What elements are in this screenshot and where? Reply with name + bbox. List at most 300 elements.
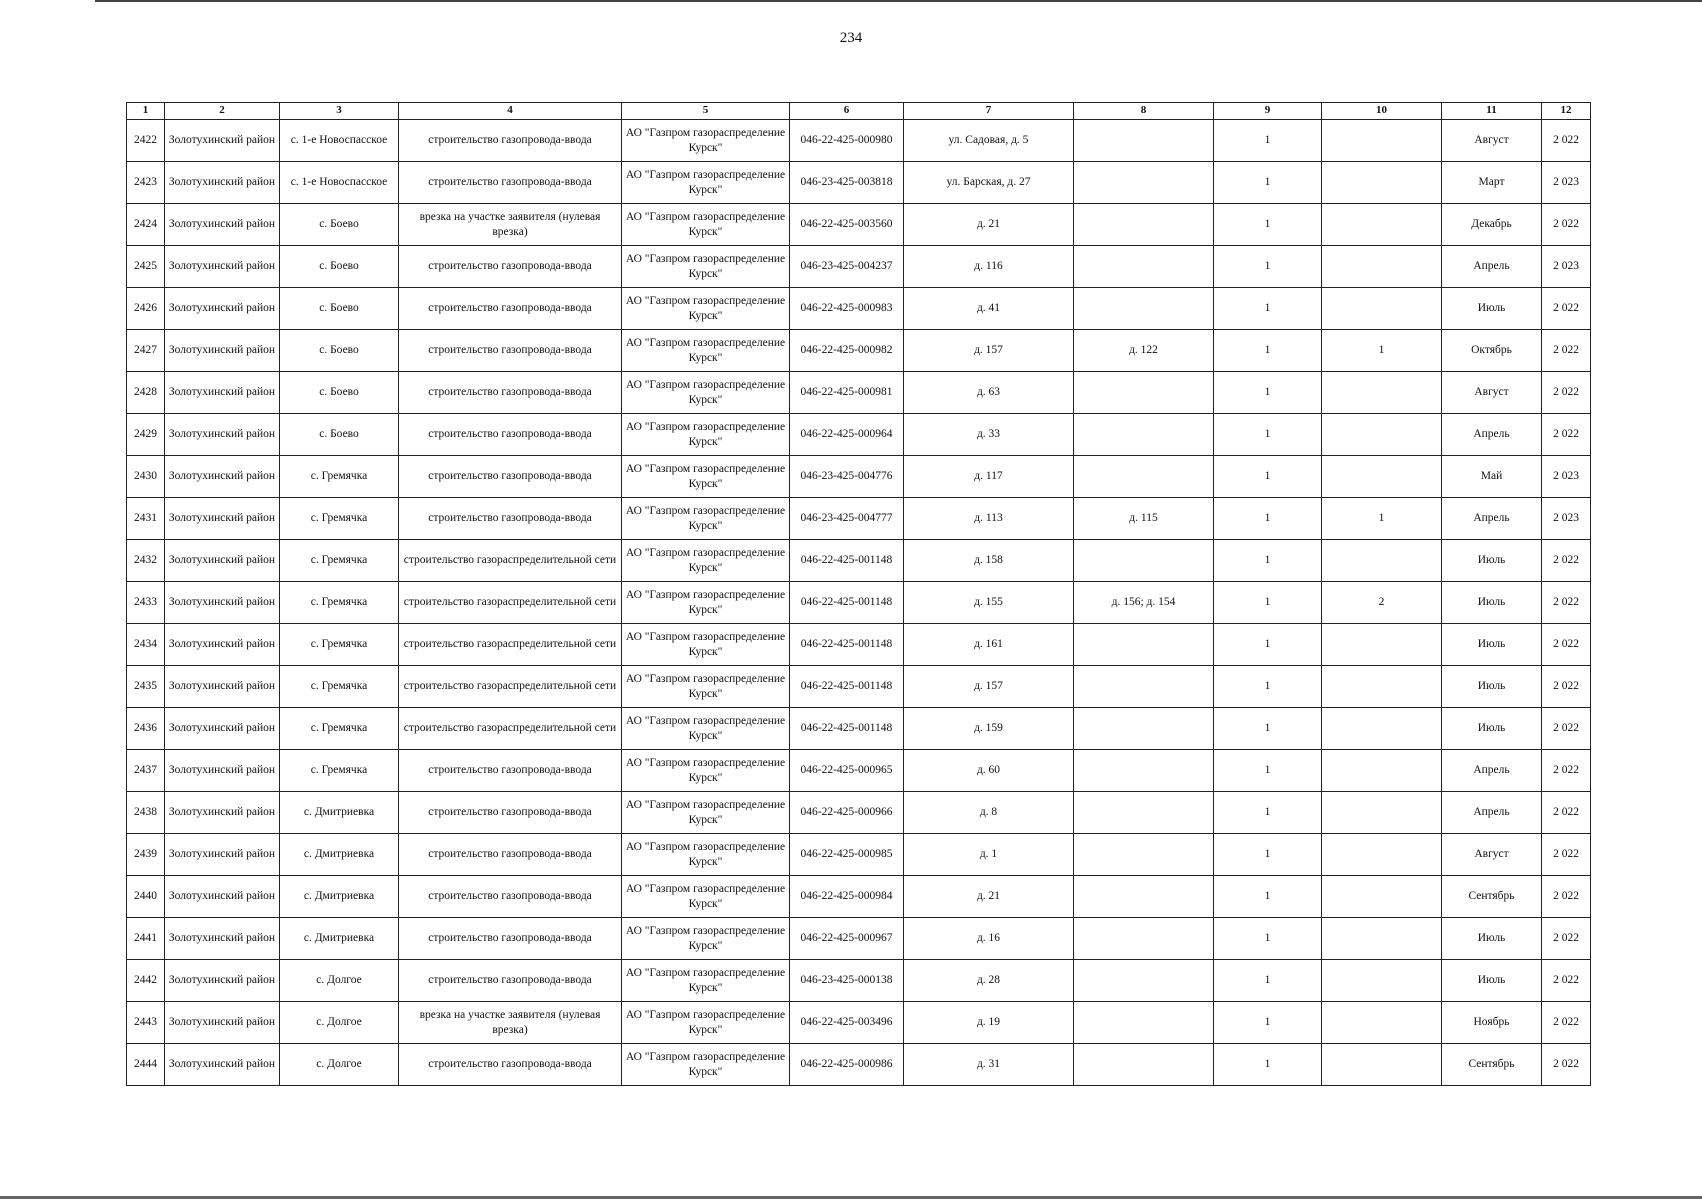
table-cell: 046-22-425-001148 bbox=[790, 708, 904, 750]
table-cell: 046-22-425-000984 bbox=[790, 876, 904, 918]
table-cell: д. 28 bbox=[904, 960, 1074, 1002]
table-cell bbox=[1074, 918, 1214, 960]
table-cell: Август bbox=[1442, 834, 1542, 876]
table-cell bbox=[1074, 162, 1214, 204]
table-cell: 2 022 bbox=[1542, 792, 1591, 834]
table-cell: АО "Газпром газораспределение Курск" bbox=[622, 582, 790, 624]
table-cell: АО "Газпром газораспределение Курск" bbox=[622, 624, 790, 666]
table-cell bbox=[1074, 120, 1214, 162]
table-cell: 2 022 bbox=[1542, 708, 1591, 750]
table-cell: Золотухинский район bbox=[165, 834, 280, 876]
table-cell: строительство газопровода-ввода bbox=[399, 498, 622, 540]
table-cell: с. Гремячка bbox=[280, 540, 399, 582]
table-cell: 2 023 bbox=[1542, 456, 1591, 498]
table-cell bbox=[1322, 624, 1442, 666]
table-cell: д. 159 bbox=[904, 708, 1074, 750]
table-cell: 046-23-425-000138 bbox=[790, 960, 904, 1002]
table-cell: 2 022 bbox=[1542, 540, 1591, 582]
table-cell: Июль bbox=[1442, 540, 1542, 582]
table-cell: с. Боево bbox=[280, 330, 399, 372]
table-cell bbox=[1074, 708, 1214, 750]
table-cell bbox=[1074, 1044, 1214, 1086]
table-cell: строительство газопровода-ввода bbox=[399, 918, 622, 960]
table-cell: 046-22-425-000985 bbox=[790, 834, 904, 876]
table-cell: 2436 bbox=[127, 708, 165, 750]
table-cell bbox=[1322, 372, 1442, 414]
table-row bbox=[127, 1044, 1591, 1086]
table-cell: 2435 bbox=[127, 666, 165, 708]
table-cell bbox=[1322, 246, 1442, 288]
table-cell: Золотухинский район bbox=[165, 120, 280, 162]
column-header-4: 4 bbox=[399, 103, 622, 120]
table-cell: 046-22-425-000967 bbox=[790, 918, 904, 960]
table-cell: АО "Газпром газораспределение Курск" bbox=[622, 414, 790, 456]
table-cell: 2429 bbox=[127, 414, 165, 456]
table-cell: 046-22-425-001148 bbox=[790, 540, 904, 582]
table-cell: Август bbox=[1442, 372, 1542, 414]
table-cell bbox=[1322, 708, 1442, 750]
table-cell: Золотухинский район bbox=[165, 246, 280, 288]
table-cell bbox=[1322, 414, 1442, 456]
table-row bbox=[127, 582, 1591, 624]
table-cell: строительство газораспределительной сети bbox=[399, 708, 622, 750]
table-cell: АО "Газпром газораспределение Курск" bbox=[622, 246, 790, 288]
table-cell bbox=[1322, 666, 1442, 708]
table-row bbox=[127, 372, 1591, 414]
column-header-1: 1 bbox=[127, 103, 165, 120]
table-cell: АО "Газпром газораспределение Курск" bbox=[622, 666, 790, 708]
table-cell: 2 022 bbox=[1542, 624, 1591, 666]
table-body bbox=[127, 120, 1591, 1086]
table-cell bbox=[1322, 1044, 1442, 1086]
table-cell: 2 022 bbox=[1542, 582, 1591, 624]
table-cell: 046-22-425-000964 bbox=[790, 414, 904, 456]
table-cell: 1 bbox=[1322, 498, 1442, 540]
table-cell: 046-23-425-004237 bbox=[790, 246, 904, 288]
table-cell: 046-22-425-000965 bbox=[790, 750, 904, 792]
table-cell: 1 bbox=[1214, 960, 1322, 1002]
table-cell: д. 19 bbox=[904, 1002, 1074, 1044]
table-cell: д. 60 bbox=[904, 750, 1074, 792]
table-cell: с. Гремячка bbox=[280, 708, 399, 750]
table-cell: 2423 bbox=[127, 162, 165, 204]
table-cell: с. Боево bbox=[280, 246, 399, 288]
table-cell: АО "Газпром газораспределение Курск" bbox=[622, 204, 790, 246]
table-cell bbox=[1074, 750, 1214, 792]
table-cell: Апрель bbox=[1442, 750, 1542, 792]
table-cell: 2442 bbox=[127, 960, 165, 1002]
table-cell: АО "Газпром газораспределение Курск" bbox=[622, 330, 790, 372]
table-cell: с. Гремячка bbox=[280, 456, 399, 498]
table-cell: с. Дмитриевка bbox=[280, 792, 399, 834]
table-cell: 2 023 bbox=[1542, 162, 1591, 204]
table-cell: с. Боево bbox=[280, 204, 399, 246]
table-cell: с. Дмитриевка bbox=[280, 834, 399, 876]
table-cell: д. 63 bbox=[904, 372, 1074, 414]
table-cell: Апрель bbox=[1442, 414, 1542, 456]
table-row bbox=[127, 288, 1591, 330]
table-cell: 2424 bbox=[127, 204, 165, 246]
table-row bbox=[127, 246, 1591, 288]
table-row bbox=[127, 498, 1591, 540]
table-cell bbox=[1322, 456, 1442, 498]
column-header-3: 3 bbox=[280, 103, 399, 120]
table-cell: 2 022 bbox=[1542, 120, 1591, 162]
table-cell: 2 022 bbox=[1542, 330, 1591, 372]
table-cell: 2431 bbox=[127, 498, 165, 540]
table-cell: строительство газопровода-ввода bbox=[399, 876, 622, 918]
table-cell: строительство газопровода-ввода bbox=[399, 372, 622, 414]
table-cell: с. Боево bbox=[280, 372, 399, 414]
table-cell: 046-22-425-001148 bbox=[790, 582, 904, 624]
table-cell: 046-22-425-000981 bbox=[790, 372, 904, 414]
table-cell: 046-23-425-004776 bbox=[790, 456, 904, 498]
table-cell: д. 117 bbox=[904, 456, 1074, 498]
table-cell: 2438 bbox=[127, 792, 165, 834]
table-cell: 2428 bbox=[127, 372, 165, 414]
table-cell bbox=[1322, 204, 1442, 246]
table-cell: 1 bbox=[1214, 540, 1322, 582]
table-cell: 2 022 bbox=[1542, 876, 1591, 918]
table-cell: строительство газопровода-ввода bbox=[399, 456, 622, 498]
table-row bbox=[127, 204, 1591, 246]
table-cell bbox=[1074, 414, 1214, 456]
table-cell: 2 022 bbox=[1542, 1002, 1591, 1044]
table-cell: 2 022 bbox=[1542, 834, 1591, 876]
table-cell: ул. Садовая, д. 5 bbox=[904, 120, 1074, 162]
table-cell: с. Боево bbox=[280, 288, 399, 330]
table-cell: 1 bbox=[1214, 750, 1322, 792]
table-cell: Июль bbox=[1442, 624, 1542, 666]
table-cell: 046-23-425-003818 bbox=[790, 162, 904, 204]
table-cell: 046-22-425-000982 bbox=[790, 330, 904, 372]
table-cell: 2 022 bbox=[1542, 372, 1591, 414]
column-header-5: 5 bbox=[622, 103, 790, 120]
table-cell: Золотухинский район bbox=[165, 750, 280, 792]
column-header-8: 8 bbox=[1074, 103, 1214, 120]
table-cell: 2432 bbox=[127, 540, 165, 582]
table-cell bbox=[1074, 834, 1214, 876]
table-cell: 1 bbox=[1214, 330, 1322, 372]
table-cell: д. 156; д. 154 bbox=[1074, 582, 1214, 624]
table-cell: с. Гремячка bbox=[280, 498, 399, 540]
table-cell bbox=[1074, 288, 1214, 330]
table-cell: 1 bbox=[1214, 792, 1322, 834]
scan-edge-bottom bbox=[0, 1196, 1702, 1199]
table-cell: Июль bbox=[1442, 288, 1542, 330]
table-cell: 2444 bbox=[127, 1044, 165, 1086]
table-row bbox=[127, 1002, 1591, 1044]
table-cell: с. 1-е Новоспасское bbox=[280, 120, 399, 162]
table-cell: 2425 bbox=[127, 246, 165, 288]
table-cell: строительство газораспределительной сети bbox=[399, 624, 622, 666]
table-cell bbox=[1074, 204, 1214, 246]
table-cell: АО "Газпром газораспределение Курск" bbox=[622, 540, 790, 582]
table-cell: 1 bbox=[1214, 120, 1322, 162]
table-cell: 2 bbox=[1322, 582, 1442, 624]
table-cell: строительство газопровода-ввода bbox=[399, 1044, 622, 1086]
table-cell: д. 113 bbox=[904, 498, 1074, 540]
table-cell: 2439 bbox=[127, 834, 165, 876]
table-cell: д. 31 bbox=[904, 1044, 1074, 1086]
table-cell: Золотухинский район bbox=[165, 582, 280, 624]
table-cell: Март bbox=[1442, 162, 1542, 204]
table-cell: 2440 bbox=[127, 876, 165, 918]
table-cell: 2433 bbox=[127, 582, 165, 624]
table-cell: с. Дмитриевка bbox=[280, 876, 399, 918]
table-cell: д. 116 bbox=[904, 246, 1074, 288]
table-cell: Июль bbox=[1442, 666, 1542, 708]
table-cell: строительство газораспределительной сети bbox=[399, 666, 622, 708]
table-cell: с. Долгое bbox=[280, 1044, 399, 1086]
table-cell: Сентябрь bbox=[1442, 876, 1542, 918]
table-cell: Золотухинский район bbox=[165, 540, 280, 582]
table-cell: 046-22-425-001148 bbox=[790, 666, 904, 708]
column-header-2: 2 bbox=[165, 103, 280, 120]
table-cell: 1 bbox=[1214, 918, 1322, 960]
table-cell: Апрель bbox=[1442, 246, 1542, 288]
table-cell: 2 022 bbox=[1542, 918, 1591, 960]
scan-edge-top bbox=[95, 0, 1702, 2]
table-cell: Сентябрь bbox=[1442, 1044, 1542, 1086]
data-table bbox=[126, 102, 1591, 1086]
table-cell: с. 1-е Новоспасское bbox=[280, 162, 399, 204]
table-row bbox=[127, 960, 1591, 1002]
table-cell: 1 bbox=[1214, 204, 1322, 246]
table-cell: строительство газораспределительной сети bbox=[399, 582, 622, 624]
table-cell: врезка на участке заявителя (нулевая врезка) bbox=[399, 204, 622, 246]
table-cell: строительство газопровода-ввода bbox=[399, 792, 622, 834]
table-cell: Золотухинский район bbox=[165, 204, 280, 246]
table-cell: строительство газопровода-ввода bbox=[399, 288, 622, 330]
table-cell: АО "Газпром газораспределение Курск" bbox=[622, 708, 790, 750]
table-cell bbox=[1322, 288, 1442, 330]
column-header-11: 11 bbox=[1442, 103, 1542, 120]
table-cell: Золотухинский район bbox=[165, 456, 280, 498]
table-cell: д. 16 bbox=[904, 918, 1074, 960]
table-cell bbox=[1074, 792, 1214, 834]
table-cell: Золотухинский район bbox=[165, 666, 280, 708]
table-cell: АО "Газпром газораспределение Курск" bbox=[622, 456, 790, 498]
table-cell: 2 022 bbox=[1542, 288, 1591, 330]
table-cell: АО "Газпром газораспределение Курск" bbox=[622, 162, 790, 204]
table-cell: Золотухинский район bbox=[165, 288, 280, 330]
table-cell: 2430 bbox=[127, 456, 165, 498]
table-cell bbox=[1074, 666, 1214, 708]
table-cell bbox=[1322, 750, 1442, 792]
table-cell: строительство газораспределительной сети bbox=[399, 540, 622, 582]
table-cell: строительство газопровода-ввода bbox=[399, 246, 622, 288]
table-row bbox=[127, 414, 1591, 456]
table-cell: строительство газопровода-ввода bbox=[399, 330, 622, 372]
table-cell: 1 bbox=[1214, 624, 1322, 666]
table-cell: Золотухинский район bbox=[165, 414, 280, 456]
table-cell: Май bbox=[1442, 456, 1542, 498]
table-cell: д. 1 bbox=[904, 834, 1074, 876]
table-cell: Золотухинский район bbox=[165, 372, 280, 414]
table-cell: 046-22-425-003496 bbox=[790, 1002, 904, 1044]
table-cell: 046-22-425-001148 bbox=[790, 624, 904, 666]
page-number: 234 bbox=[839, 30, 863, 46]
table-cell: 1 bbox=[1214, 372, 1322, 414]
table-cell: Октябрь bbox=[1442, 330, 1542, 372]
table-cell bbox=[1074, 456, 1214, 498]
table-cell: 1 bbox=[1214, 834, 1322, 876]
table-cell: д. 41 bbox=[904, 288, 1074, 330]
table-header-row bbox=[127, 103, 1591, 120]
table-row bbox=[127, 792, 1591, 834]
table-cell: 2 022 bbox=[1542, 1044, 1591, 1086]
table-cell: 2441 bbox=[127, 918, 165, 960]
table-cell: АО "Газпром газораспределение Курск" bbox=[622, 1002, 790, 1044]
table-cell: 1 bbox=[1214, 288, 1322, 330]
table-cell bbox=[1322, 834, 1442, 876]
table-cell: Август bbox=[1442, 120, 1542, 162]
table-cell: Золотухинский район bbox=[165, 624, 280, 666]
table-cell: строительство газопровода-ввода bbox=[399, 750, 622, 792]
table-cell: с. Гремячка bbox=[280, 666, 399, 708]
table-cell: Золотухинский район bbox=[165, 330, 280, 372]
table-cell: с. Боево bbox=[280, 414, 399, 456]
table-row bbox=[127, 162, 1591, 204]
table-cell: 046-22-425-003560 bbox=[790, 204, 904, 246]
table-cell: д. 158 bbox=[904, 540, 1074, 582]
table-cell: строительство газопровода-ввода bbox=[399, 414, 622, 456]
table-cell bbox=[1322, 960, 1442, 1002]
table-cell bbox=[1322, 540, 1442, 582]
table-cell: 1 bbox=[1214, 162, 1322, 204]
table-cell: 2 022 bbox=[1542, 750, 1591, 792]
table-cell: АО "Газпром газораспределение Курск" bbox=[622, 792, 790, 834]
table-cell: 2434 bbox=[127, 624, 165, 666]
table-cell: д. 21 bbox=[904, 876, 1074, 918]
column-header-10: 10 bbox=[1322, 103, 1442, 120]
table-cell: Июль bbox=[1442, 708, 1542, 750]
table-row bbox=[127, 666, 1591, 708]
table-cell: 2 022 bbox=[1542, 204, 1591, 246]
table-cell: 1 bbox=[1214, 246, 1322, 288]
table-cell bbox=[1322, 792, 1442, 834]
column-header-6: 6 bbox=[790, 103, 904, 120]
table-cell: АО "Газпром газораспределение Курск" bbox=[622, 1044, 790, 1086]
table-cell: Золотухинский район bbox=[165, 918, 280, 960]
table-cell: 1 bbox=[1214, 666, 1322, 708]
table-cell: д. 161 bbox=[904, 624, 1074, 666]
table-cell: строительство газопровода-ввода bbox=[399, 960, 622, 1002]
table-cell: Июль bbox=[1442, 960, 1542, 1002]
table-cell: строительство газопровода-ввода bbox=[399, 162, 622, 204]
table-cell: Апрель bbox=[1442, 792, 1542, 834]
table-cell: д. 155 bbox=[904, 582, 1074, 624]
table-cell: Декабрь bbox=[1442, 204, 1542, 246]
table-cell: 046-23-425-004777 bbox=[790, 498, 904, 540]
table-cell: 2443 bbox=[127, 1002, 165, 1044]
table-cell: д. 122 bbox=[1074, 330, 1214, 372]
column-header-7: 7 bbox=[904, 103, 1074, 120]
table-cell: д. 157 bbox=[904, 666, 1074, 708]
table-cell: АО "Газпром газораспределение Курск" bbox=[622, 834, 790, 876]
table-cell: АО "Газпром газораспределение Курск" bbox=[622, 918, 790, 960]
table-cell: 2437 bbox=[127, 750, 165, 792]
table-cell: 2 023 bbox=[1542, 246, 1591, 288]
table-cell: 2 022 bbox=[1542, 414, 1591, 456]
table-row bbox=[127, 624, 1591, 666]
table-cell: 1 bbox=[1322, 330, 1442, 372]
table-row bbox=[127, 120, 1591, 162]
table-cell: АО "Газпром газораспределение Курск" bbox=[622, 120, 790, 162]
table-cell: с. Гремячка bbox=[280, 624, 399, 666]
table-cell: Золотухинский район bbox=[165, 498, 280, 540]
table-cell: АО "Газпром газораспределение Курск" bbox=[622, 372, 790, 414]
table-cell: АО "Газпром газораспределение Курск" bbox=[622, 288, 790, 330]
table-cell: 2427 bbox=[127, 330, 165, 372]
table-cell bbox=[1074, 372, 1214, 414]
column-header-12: 12 bbox=[1542, 103, 1591, 120]
table-cell: Золотухинский район bbox=[165, 162, 280, 204]
table-cell: Июль bbox=[1442, 582, 1542, 624]
table-cell: с. Долгое bbox=[280, 1002, 399, 1044]
table-cell: 1 bbox=[1214, 582, 1322, 624]
table-cell: Золотухинский район bbox=[165, 1002, 280, 1044]
table-cell: врезка на участке заявителя (нулевая врезка) bbox=[399, 1002, 622, 1044]
table-cell: 1 bbox=[1214, 1044, 1322, 1086]
table-cell: д. 8 bbox=[904, 792, 1074, 834]
table-row bbox=[127, 456, 1591, 498]
table-cell: 1 bbox=[1214, 1002, 1322, 1044]
table-cell: 2 022 bbox=[1542, 666, 1591, 708]
table-cell: 046-22-425-000966 bbox=[790, 792, 904, 834]
table-cell: АО "Газпром газораспределение Курск" bbox=[622, 876, 790, 918]
table-cell: ул. Барская, д. 27 bbox=[904, 162, 1074, 204]
table-cell: 046-22-425-000980 bbox=[790, 120, 904, 162]
table-cell: д. 33 bbox=[904, 414, 1074, 456]
table-cell: 2 023 bbox=[1542, 498, 1591, 540]
table-cell bbox=[1322, 162, 1442, 204]
table-cell: д. 157 bbox=[904, 330, 1074, 372]
table-cell: 1 bbox=[1214, 498, 1322, 540]
table-cell: АО "Газпром газораспределение Курск" bbox=[622, 750, 790, 792]
column-header-9: 9 bbox=[1214, 103, 1322, 120]
table-cell: Апрель bbox=[1442, 498, 1542, 540]
table-cell bbox=[1074, 960, 1214, 1002]
table-cell: Июль bbox=[1442, 918, 1542, 960]
table-cell: 1 bbox=[1214, 456, 1322, 498]
table-cell: Золотухинский район bbox=[165, 960, 280, 1002]
table-row bbox=[127, 540, 1591, 582]
table-cell bbox=[1074, 540, 1214, 582]
table-cell: 1 bbox=[1214, 708, 1322, 750]
table-cell: строительство газопровода-ввода bbox=[399, 120, 622, 162]
table-cell: 2422 bbox=[127, 120, 165, 162]
table-cell bbox=[1322, 1002, 1442, 1044]
table-cell bbox=[1074, 246, 1214, 288]
table-cell: 046-22-425-000986 bbox=[790, 1044, 904, 1086]
table-cell bbox=[1322, 876, 1442, 918]
table-cell: АО "Газпром газораспределение Курск" bbox=[622, 960, 790, 1002]
table-cell: 2 022 bbox=[1542, 960, 1591, 1002]
table-cell bbox=[1322, 918, 1442, 960]
table-cell: строительство газопровода-ввода bbox=[399, 834, 622, 876]
table-cell: с. Гремячка bbox=[280, 750, 399, 792]
table-cell: 2426 bbox=[127, 288, 165, 330]
table-cell: 1 bbox=[1214, 414, 1322, 456]
table-row bbox=[127, 918, 1591, 960]
table-cell: с. Дмитриевка bbox=[280, 918, 399, 960]
table-cell: 1 bbox=[1214, 876, 1322, 918]
table-cell bbox=[1074, 624, 1214, 666]
table-cell: Ноябрь bbox=[1442, 1002, 1542, 1044]
table-row bbox=[127, 708, 1591, 750]
